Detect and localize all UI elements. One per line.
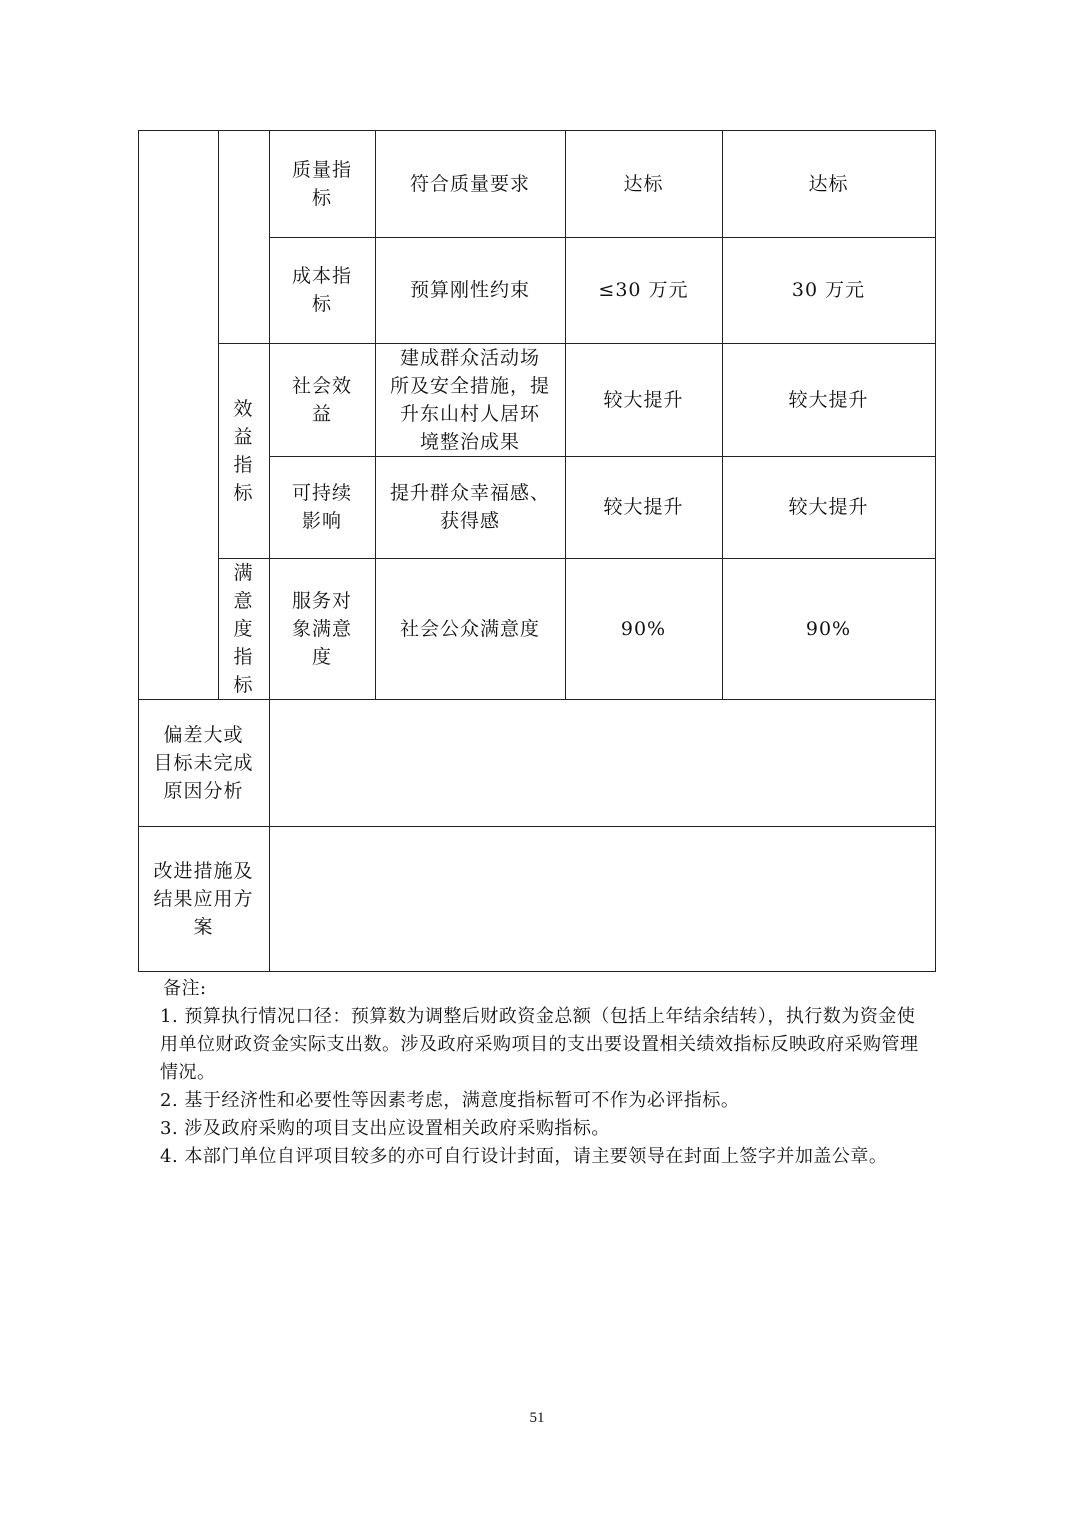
target-cell: 较大提升 xyxy=(603,388,684,411)
level2-cell: 质量指 标 xyxy=(291,158,352,209)
note-item: 4. 本部门单位自评项目较多的亦可自行设计封面，请主要领导在封面上签字并加盖公章。 xyxy=(160,1146,888,1167)
level2-cell: 成本指 标 xyxy=(291,265,352,315)
actual-cell: 较大提升 xyxy=(788,496,869,518)
notes-section xyxy=(160,975,923,1171)
level2-cell: 社会效 益 xyxy=(291,374,352,425)
table-border-bottom xyxy=(138,971,936,972)
group-satisfaction-label: 满意度指标 xyxy=(233,561,254,696)
group-benefit-cell xyxy=(218,343,269,558)
level2-cell: 服务对 象满意 度 xyxy=(291,589,352,668)
level3-cell: 建成群众活动场 所及安全措施，提 升东山村人居环 境整治成果 xyxy=(389,346,550,453)
deviation-value xyxy=(269,699,935,826)
improve-value xyxy=(269,826,935,971)
target-cell: 较大提升 xyxy=(603,496,684,518)
target-cell: ≤30 万元 xyxy=(598,279,689,301)
note-item: 2. 基于经济性和必要性等因素考虑，满意度指标暂可不作为必评指标。 xyxy=(160,1090,740,1111)
level3-cell: 提升群众幸福感、 获得感 xyxy=(389,482,550,532)
actual-cell: 达标 xyxy=(808,172,849,195)
page-number: 51 xyxy=(529,1410,545,1426)
group-benefit-label: 效益指标 xyxy=(233,397,254,504)
level3-cell: 符合质量要求 xyxy=(409,172,530,195)
performance-table xyxy=(138,130,936,972)
actual-cell: 30 万元 xyxy=(791,279,866,301)
notes-title: 备注: xyxy=(163,978,207,999)
table-border-right xyxy=(935,130,936,972)
level2-cell: 可持续 影响 xyxy=(291,482,352,532)
target-cell: 90% xyxy=(620,617,667,640)
group-satisfaction-cell xyxy=(218,558,269,699)
actual-cell: 90% xyxy=(805,617,852,640)
improve-label: 改进措施及 结果应用方 案 xyxy=(153,859,254,938)
level3-cell: 社会公众满意度 xyxy=(399,617,540,640)
note-item: 3. 涉及政府采购的项目支出应设置相关政府采购指标。 xyxy=(160,1118,610,1139)
deviation-label: 偏差大或 目标未完成 原因分析 xyxy=(153,723,254,802)
level3-cell: 预算刚性约束 xyxy=(409,279,530,301)
actual-cell: 较大提升 xyxy=(788,388,869,411)
target-cell: 达标 xyxy=(623,172,664,195)
note-item: 1. 预算执行情况口径：预算数为调整后财政资金总额（包括上年结余结转），执行数为资金使用单位财政资金实际支出数。涉及政府采购项目的支出要设置相关绩效指标反映政府采购管理情况。 xyxy=(160,1006,919,1083)
